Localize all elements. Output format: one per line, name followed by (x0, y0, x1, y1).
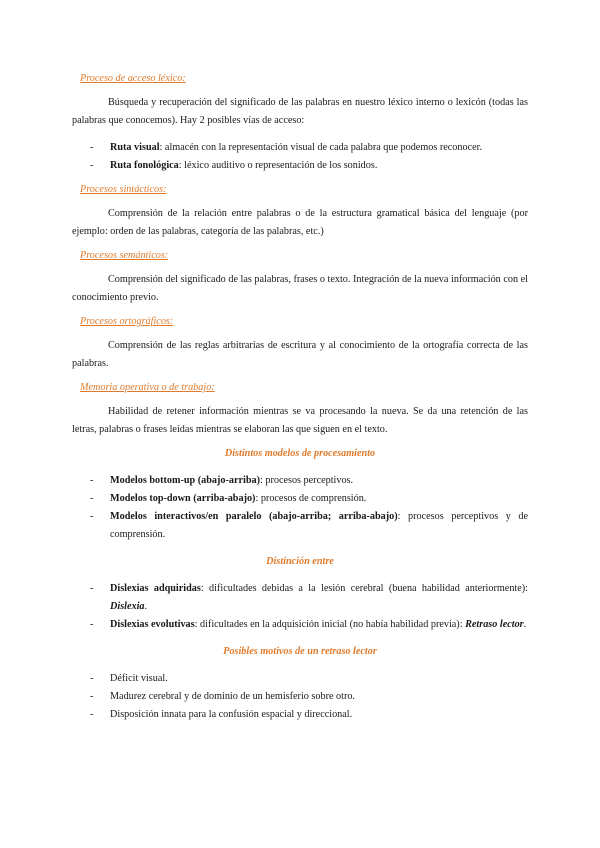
section-heading-lexico: Proceso de acceso léxico: (80, 73, 186, 84)
list-vias-acceso (72, 139, 528, 175)
paragraph-lexico: Búsqueda y recuperación del significado de las palabras en nuestro léxico interno o lexicón (todas las palabras que conocemos). Hay 2 posibles vías de acceso: (72, 97, 528, 126)
section-heading-ortograficos: Procesos ortográficos: (80, 316, 174, 327)
list-item: - Madurez cerebral y de dominio de un hemisferio sobre otro. (90, 691, 355, 702)
list-motivos (72, 670, 528, 724)
list-item: - Ruta fonológica: léxico auditivo o representación de los sonidos. (90, 160, 378, 171)
list-item: - Modelos top-down (arriba-abajo): procesos de comprensión. (90, 493, 367, 504)
list-modelos (72, 472, 528, 544)
list-item: - Disposición innata para la confusión espacial y direccional. (90, 709, 353, 720)
section-heading-semanticos: Procesos semánticos: (80, 250, 169, 261)
list-item: - Dislexias adquiridas: dificultades debidas a la lesión cerebral (buena habilidad anteriormente): Dislexia. (90, 583, 528, 612)
list-item: - Modelos bottom-up (abajo-arriba): procesos perceptivos. (90, 475, 354, 486)
paragraph-memoria: Habilidad de retener información mientras se va procesando la nueva. Se da una retención de las letras, palabras o frases leídas mientras se elaboran las que siguen en el texto. (72, 406, 528, 435)
document-page (72, 70, 528, 724)
list-item: - Dislexias evolutivas: dificultades en la adquisición inicial (no había habilidad previa): Retraso lector. (90, 619, 527, 630)
paragraph-semanticos: Comprensión del significado de las palabras, frases o texto. Integración de la nueva información con el conocimiento previo. (72, 274, 528, 303)
list-item: - Ruta visual: almacén con la representación visual de cada palabra que podemos reconocer. (90, 142, 482, 153)
heading-distincion: Distinción entre (266, 556, 334, 567)
heading-motivos: Posibles motivos de un retraso lector (223, 646, 377, 657)
paragraph-ortograficos: Comprensión de las reglas arbitrarias de escritura y al conocimiento de la ortografía correcta de las palabras. (72, 340, 528, 369)
paragraph-sintacticos: Comprensión de la relación entre palabras o de la estructura gramatical básica del lenguaje (por ejemplo: orden de las palabras, categoría de las palabras, etc.) (72, 208, 528, 237)
section-heading-sintacticos: Procesos sintácticos: (80, 184, 167, 195)
list-item: - Modelos interactivos/en paralelo (abajo-arriba; arriba-abajo): procesos perceptivos y de comprensión. (90, 511, 528, 540)
section-heading-memoria: Memoria operativa o de trabajo: (80, 382, 215, 393)
heading-modelos: Distintos modelos de procesamiento (224, 448, 376, 459)
list-distincion (72, 580, 528, 634)
list-item: - Déficit visual. (90, 673, 168, 684)
